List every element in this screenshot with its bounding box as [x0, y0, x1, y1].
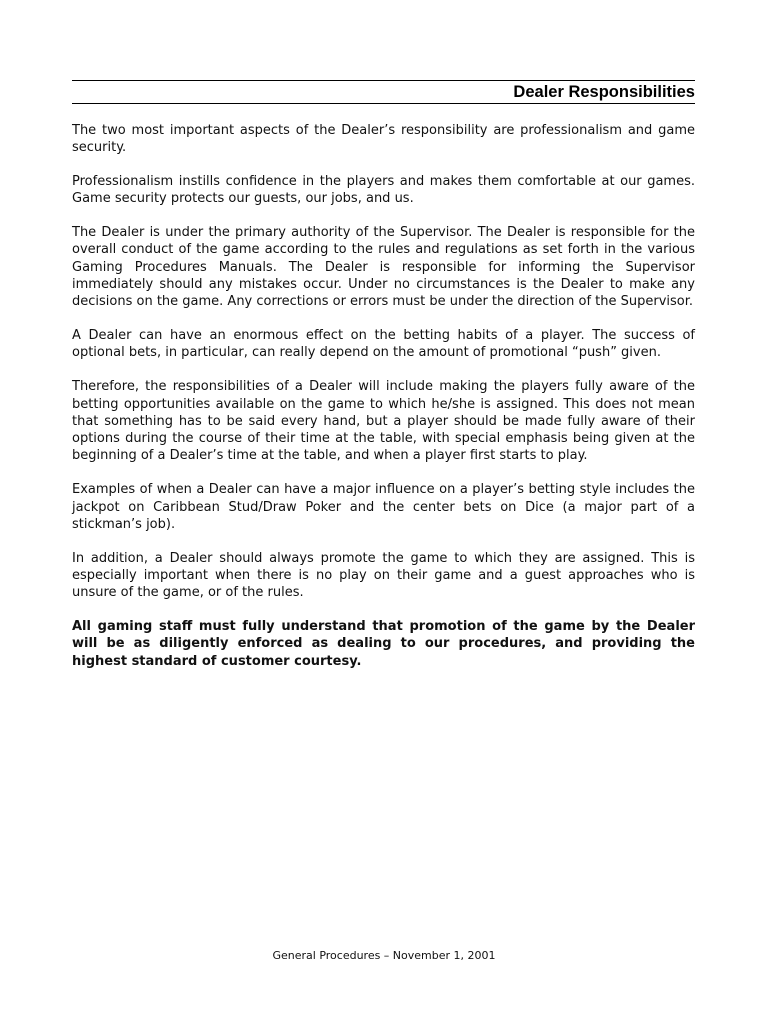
- paragraph-emphasis: All gaming staff must fully understand that promotion of the game by the Dealer will be as diligently enforced as dealing to our procedures, and providing the highest standard of customer courtesy.: [72, 619, 695, 669]
- page-title: Dealer Responsibilities: [513, 83, 695, 101]
- document-body: [72, 122, 695, 686]
- section-header: [72, 80, 695, 104]
- paragraph-professionalism: Professionalism instills confidence in the players and makes them comfortable at our games. Game security protects our guests, our jobs, and us.: [72, 174, 695, 207]
- page-footer: General Procedures – November 1, 2001: [272, 949, 496, 962]
- paragraph-promotion: In addition, a Dealer should always promote the game to which they are assigned. This is especially important when there is no play on their game and a guest approaches who is unsure of the game, or of the rules.: [72, 550, 695, 601]
- paragraph-intro: The two most important aspects of the Dealer’s responsibility are professionalism and game security.: [72, 123, 695, 156]
- paragraph-betting-habits: A Dealer can have an enormous effect on the betting habits of a player. The success of optional bets, in particular, can really depend on the amount of promotional “push” given.: [72, 328, 695, 361]
- paragraph-examples: Examples of when a Dealer can have a major influence on a player’s betting style includes the jackpot on Caribbean Stud/Draw Poker and the center bets on Dice (a major part of a stickman’s job).: [72, 482, 695, 532]
- paragraph-supervisor-authority: The Dealer is under the primary authority of the Supervisor. The Dealer is responsible for the overall conduct of the game according to the rules and regulations as set forth in the various Gaming Procedures Manuals. The Dealer is responsible for informing the Supervisor immediately should any mistakes occur. Under no circumstances is the Dealer to make any decisions on the game. Any corrections or errors must be under the direction of the Supervisor.: [72, 225, 695, 310]
- paragraph-responsibilities: Therefore, the responsibilities of a Dealer will include making the players fully aware of the betting opportunities available on the game to which he/she is assigned. This does not mean that something has to be said every hand, but a player should be made fully aware of their options during the course of their time at the table, with special emphasis being given at the beginning of a Dealer’s time at the table, and when a player first starts to play.: [72, 379, 695, 464]
